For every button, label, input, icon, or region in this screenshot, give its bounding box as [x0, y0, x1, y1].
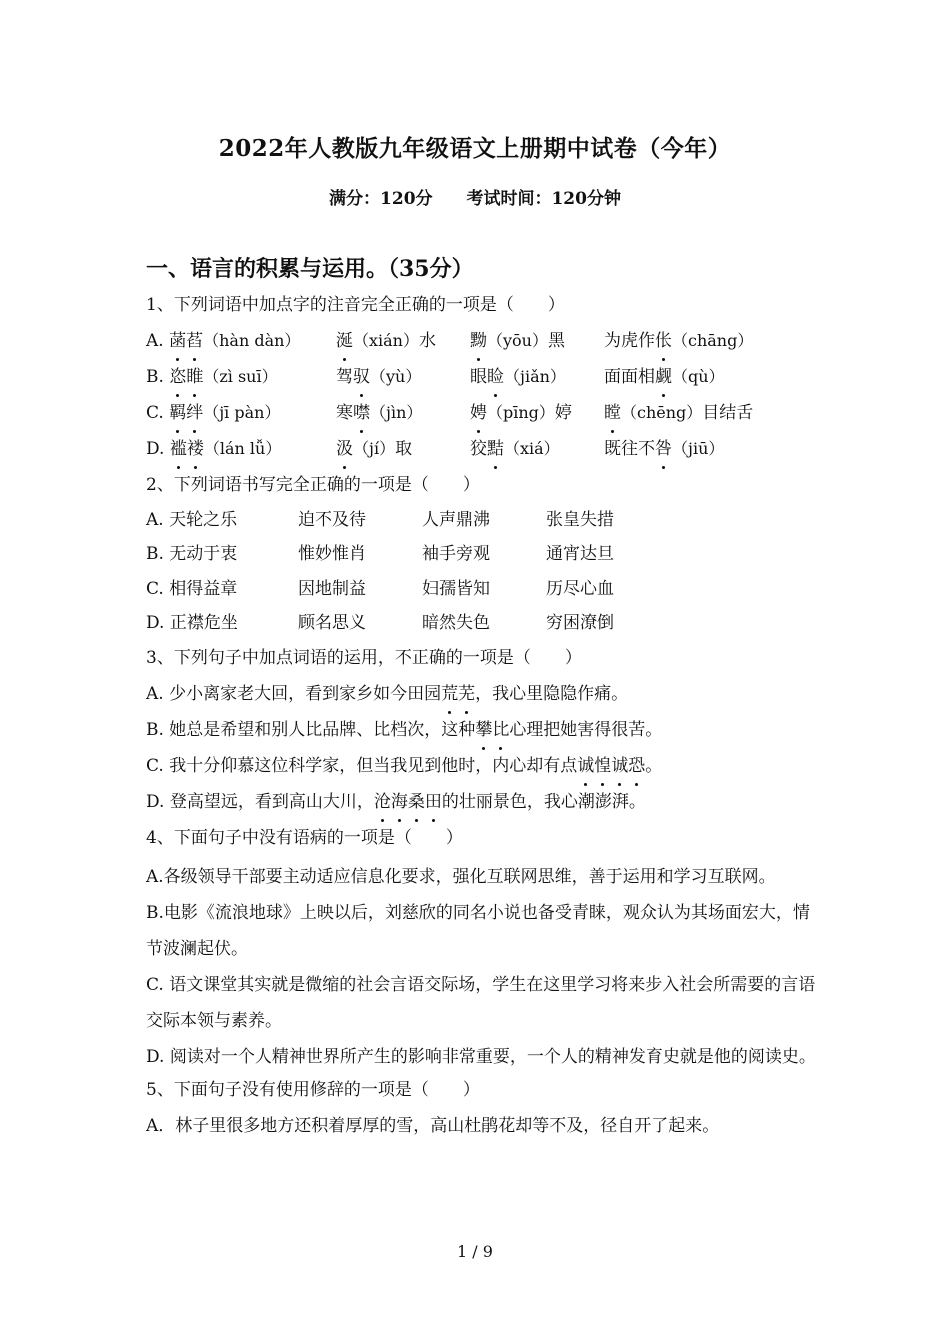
q1-c-term-4: 瞠（chēng）目结舌 [604, 398, 774, 428]
dotted-char: 黠 [487, 439, 504, 459]
dotted-char: 噤 [353, 403, 370, 423]
q1-b-term-1: B. 恣睢（zì suī） [146, 362, 336, 392]
q4-option-c: C. 语文课堂其实就是微缩的社会言语交际场，学生在这里学习将来步入社会所需要的言语交际本领与素养。 [146, 974, 816, 1031]
dotted-char: 菡萏 [169, 331, 203, 351]
exam-title: 2022年人教版九年级语文上册期中试卷（今年） [218, 135, 732, 162]
q2-option-c [146, 574, 816, 609]
q2-option-a [146, 505, 816, 540]
q3-d-post: 的壮丽景色，我心潮澎湃。 [441, 791, 646, 812]
q1-c-term-3: 娉（pīng）婷 [470, 398, 604, 428]
dotted-char: 驭 [353, 367, 370, 387]
full-score: 满分：120分 [329, 189, 433, 209]
q2-a-2: 迫不及待 [298, 509, 366, 530]
dotted-char: 伥 [655, 331, 672, 351]
q3-c-dotted [577, 756, 645, 776]
q1-option-d [146, 434, 816, 470]
q1-option-b [146, 362, 816, 398]
q1-b-term-3: 眼睑（jiǎn） [470, 362, 604, 392]
q3-a-pre: A. 少小离家老大回，看到家乡如今田园 [146, 683, 442, 704]
q3-d-dotted [374, 792, 442, 812]
exam-meta [0, 184, 950, 209]
q2-b-4: 通宵达旦 [546, 544, 614, 564]
q3-b-dotted [475, 720, 509, 740]
dotted-char: 涎 [336, 331, 353, 351]
dotted-char: 恣睢 [169, 367, 203, 387]
q3-a-dotted [441, 684, 475, 704]
q1-c-term-1: C. 羁绊（jī pàn） [146, 398, 336, 428]
dotted-char: 瞠 [604, 403, 621, 423]
q4-option-a: A.各级领导干部要主动适应信息化要求，强化互联网思维，善于运用和学习互联网。 [146, 866, 776, 887]
q1-b-term-2: 驾驭（yù） [336, 362, 470, 392]
page-number: 1 / 9 [457, 1242, 493, 1261]
dotted-word: 沧海桑田 [374, 792, 442, 812]
q2-b-1: B. 无动于衷 [146, 544, 238, 564]
dotted-char: 羁绊 [169, 403, 203, 423]
q3-d-pre: D. 登高望远，看到高山大川， [146, 791, 374, 812]
q2-option-b [146, 539, 816, 574]
questions [146, 290, 816, 1147]
q1-a-term-1: A. 菡萏（hàn dàn） [146, 326, 336, 356]
q4-option-d: D. 阅读对一个人精神世界所产生的影响非常重要，一个人的精神发育史就是他的阅读史。 [146, 1046, 816, 1067]
q2-c-4: 历尽心血 [546, 578, 614, 599]
q3-b-pre: B. 她总是希望和别人比品牌、比档次，这种 [146, 719, 476, 740]
q1-d-term-3: 狡黠（xiá） [470, 434, 604, 464]
exam-time: 考试时间：120分钟 [466, 189, 621, 209]
dotted-char: 娉 [470, 403, 487, 423]
dotted-char: 褴褛 [170, 439, 204, 459]
q1-d-term-4: 既往不咎（jiū） [604, 434, 774, 464]
q1-b-term-4: 面面相觑（qù） [604, 362, 774, 392]
q2-option-d [146, 608, 816, 643]
dotted-char: 黝 [470, 331, 487, 351]
q4-option-b: B.电影《流浪地球》上映以后，刘慈欣的同名小说也备受青睐，观众认为其场面宏大，情节波澜起伏。 [146, 902, 810, 959]
q5-option-a: A．林子里很多地方还积着厚厚的雪，高山杜鹃花却等不及，径自开了起来。 [146, 1115, 720, 1136]
dotted-word: 诚惶诚恐 [577, 756, 645, 776]
q3-stem: 3、下列句子中加点词语的运用，不正确的一项是（ ） [146, 647, 582, 668]
q3-b-post: 心理把她害得很苦。 [509, 719, 663, 740]
q1-a-term-2: 涎（xián）水 [336, 326, 470, 356]
q3-option-d [146, 787, 816, 823]
q3-option-c [146, 751, 816, 787]
q1-stem: 1、下列词语中加点字的注音完全正确的一项是（ ） [146, 295, 565, 315]
q2-a-3: 人声鼎沸 [422, 509, 490, 530]
dotted-char: 汲 [336, 439, 353, 459]
q4-stem: 4、下面句子中没有语病的一项是（ ） [146, 827, 463, 848]
q1-option-a [146, 326, 816, 362]
q2-b-3: 袖手旁观 [422, 544, 490, 564]
dotted-word: 荒芜 [441, 684, 475, 704]
section-heading: 一、语言的积累与运用。（35分） [146, 256, 474, 282]
q2-a-1: A. 天轮之乐 [146, 509, 238, 530]
q2-c-2: 因地制益 [298, 578, 366, 599]
q2-c-3: 妇孺皆知 [422, 578, 490, 599]
q1-d-term-1: D. 褴褛（lán lǚ） [146, 434, 336, 464]
dotted-char: 睑 [487, 367, 504, 387]
q2-b-2: 惟妙惟肖 [298, 544, 366, 564]
q2-d-2: 顾名思义 [298, 613, 366, 633]
q3-c-post: 。 [645, 755, 663, 776]
q3-a-post: ，我心里隐隐作痛。 [475, 683, 629, 704]
dotted-word: 攀比 [475, 720, 509, 740]
q3-c-pre: C. 我十分仰慕这位科学家，但当我见到他时，内心却有点 [146, 755, 578, 776]
q1-a-term-3: 黝（yōu）黑 [470, 326, 604, 356]
q1-c-term-2: 寒噤（jìn） [336, 398, 470, 428]
q2-d-3: 暗然失色 [422, 613, 490, 633]
q2-d-4: 穷困潦倒 [546, 613, 614, 633]
q2-a-4: 张皇失措 [546, 509, 614, 530]
dotted-char: 觑 [655, 367, 672, 387]
q1-option-c [146, 398, 816, 434]
dotted-char: 咎 [655, 439, 672, 459]
q3-option-b [146, 715, 816, 751]
q3-option-a [146, 679, 816, 715]
q2-stem: 2、下列词语书写完全正确的一项是（ ） [146, 475, 480, 495]
q1-a-term-4: 为虎作伥（chāng） [604, 326, 774, 356]
q2-c-1: C. 相得益章 [146, 578, 238, 599]
q5-stem: 5、下面句子没有使用修辞的一项是（ ） [146, 1079, 480, 1100]
q2-d-1: D. 正襟危坐 [146, 613, 238, 633]
q1-d-term-2: 汲（jí）取 [336, 434, 470, 464]
